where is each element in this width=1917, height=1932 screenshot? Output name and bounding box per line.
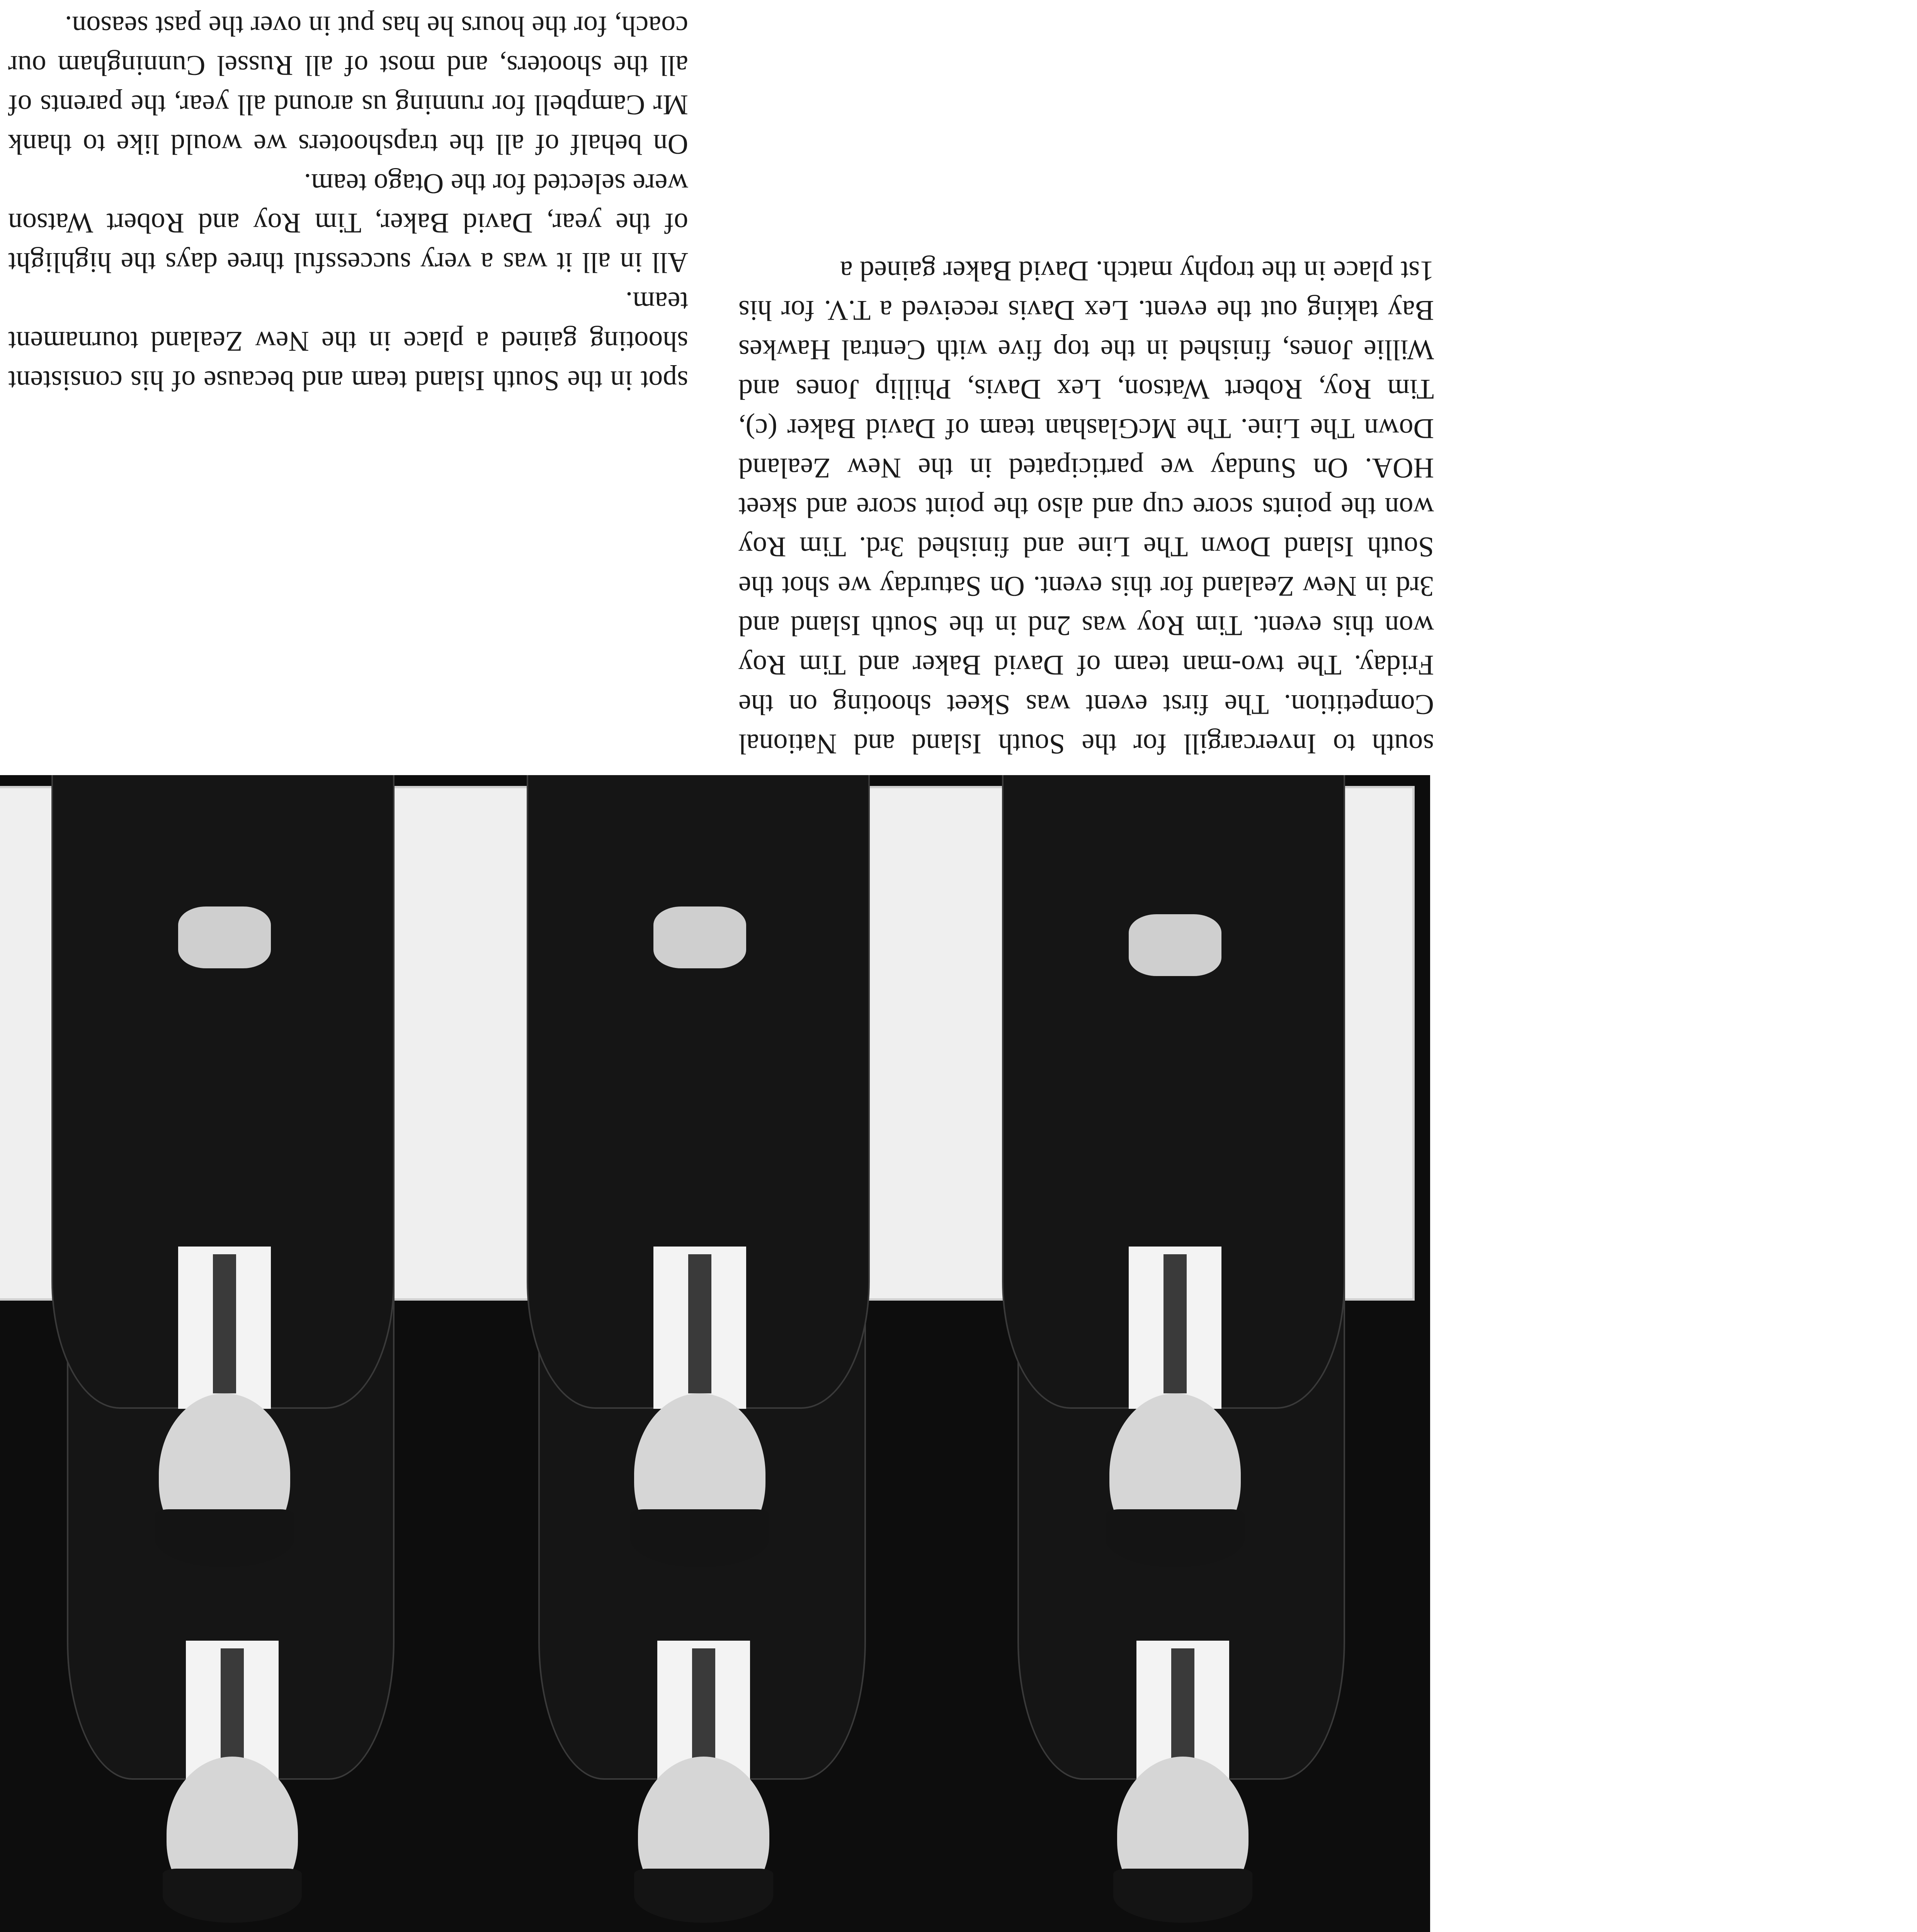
article-paragraph: spot in the South Island team and because of his consistent shooting gained a place in the New Zealand tournament team.: [8, 286, 688, 396]
article-paragraph: All in all it was a very successful three days the highlight of the year, David Baker, Tim Roy and Robert Watson were selected for the Otago team.: [8, 168, 688, 278]
person-front-right: [31, 775, 418, 1625]
article-paragraph: On behalf of all the trapshooters we would like to thank Mr Campbell for running us around all year, the parents of all the shooters, and most of all Russel Cunningham our coach, for the hours he has put in over the past season.: [8, 10, 688, 160]
article-paragraph: south to Invercargill for the South Island and National Competition. The first event was Skeet shooting on the Friday. The two-man team of David Baker and Tim Roy won this event. Tim Roy was 2nd in the South Island and 3rd in New Zealand for this event. On Saturday we shot the South Island Down The Line and finished 3rd. Tim Roy won the points score cup and also the point score and skeet HOA. On Sunday we participated in the New Zealand Down The Line. The McGlashan team of David Baker (c), Tim Roy, Robert Watson, Lex Davis, Phillip Jones and Willie Jones, finished in the top five with Central Hawkes Bay taking out the event. Lex Davis received a T.V. for his 1st place in the trophy match. David Baker gained a: [738, 255, 1434, 760]
article-right-column: [8, 6, 688, 400]
article-left-column: [738, 251, 1434, 764]
person-front-left: [982, 775, 1368, 1625]
team-photo: [0, 775, 1430, 1932]
person-front-middle: [507, 775, 893, 1625]
